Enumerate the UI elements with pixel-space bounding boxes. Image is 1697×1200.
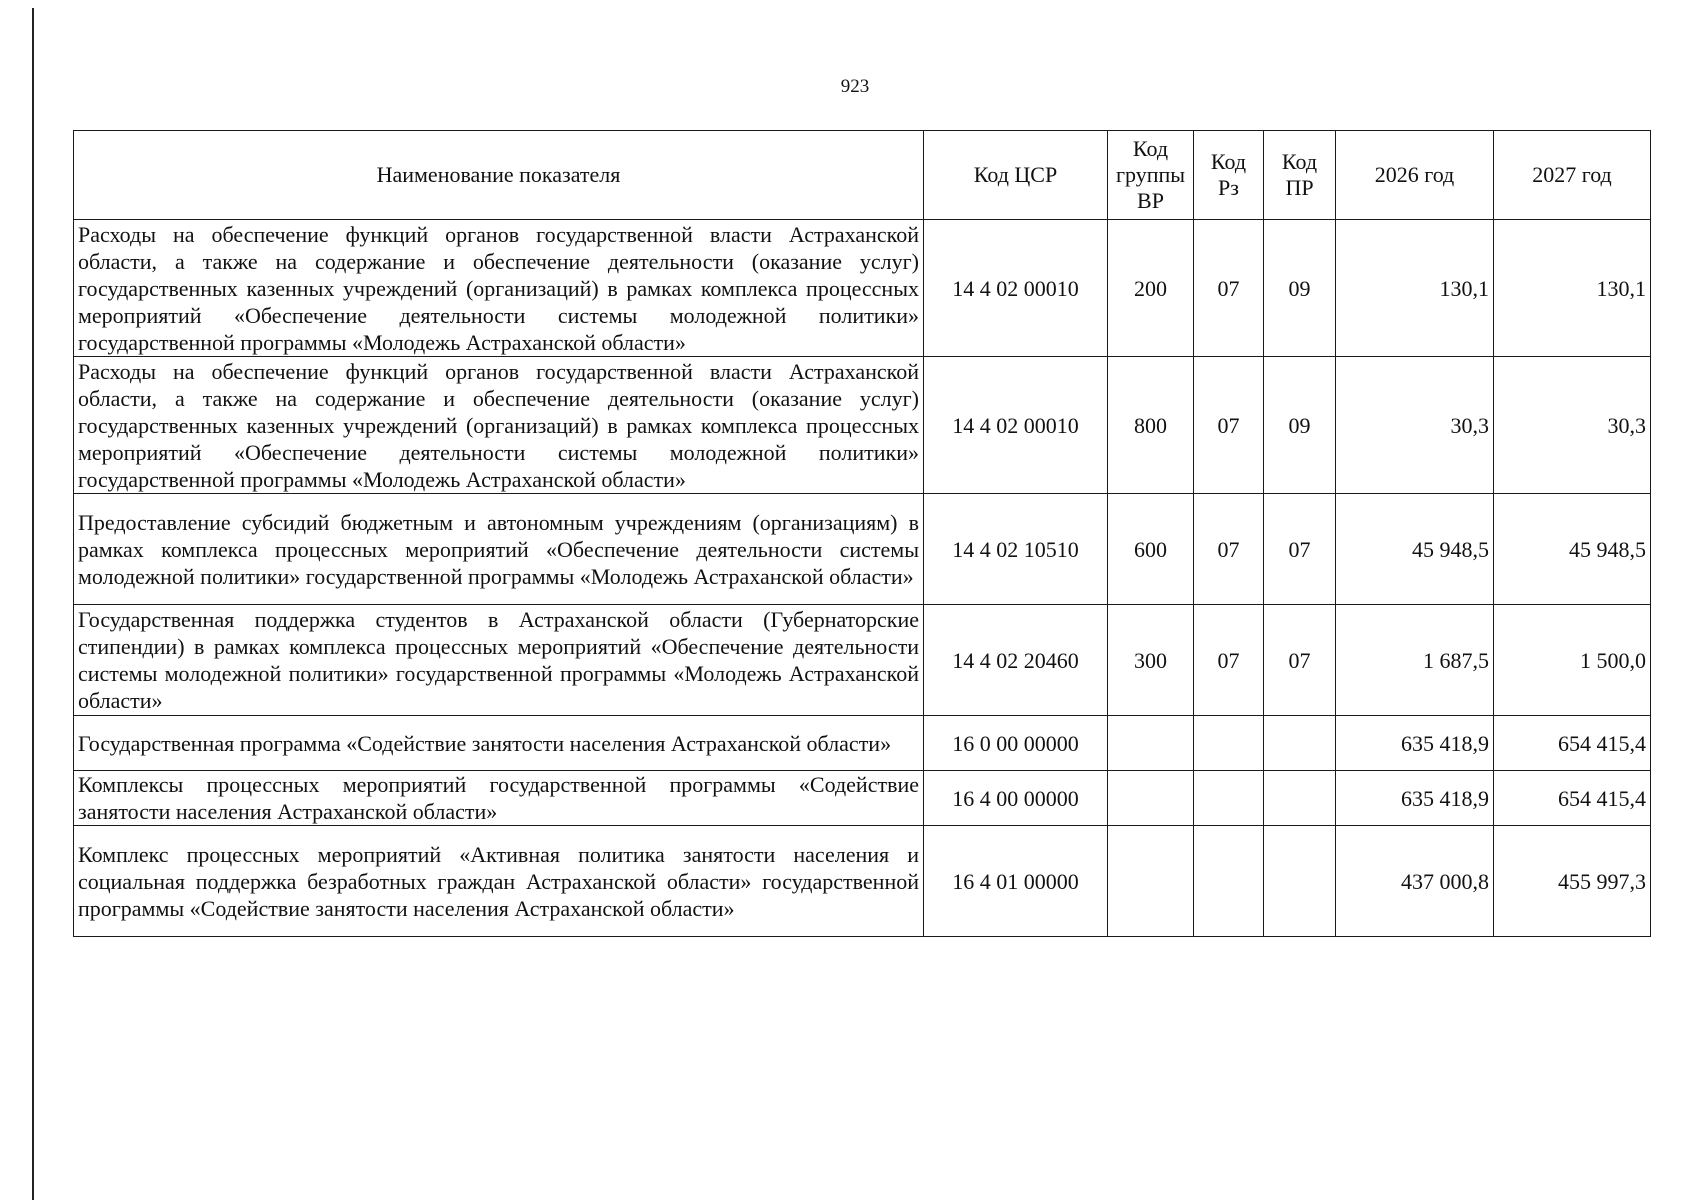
row-pr: 09: [1264, 220, 1336, 357]
row-csr: 16 4 01 00000: [924, 826, 1108, 937]
row-vr: 800: [1108, 357, 1194, 494]
row-csr: 14 4 02 00010: [924, 220, 1108, 357]
row-csr: 14 4 02 10510: [924, 494, 1108, 605]
row-name: Государственная программа «Содействие занятости населения Астраханской области»: [74, 716, 924, 771]
row-2026: 437 000,8: [1336, 826, 1494, 937]
row-2027: 654 415,4: [1494, 771, 1651, 826]
row-name: Комплекс процессных мероприятий «Активная политика занятости населения и социальная поддержка безработных граждан Астраханской области» государственной программы «Содействие занятости населения Астраханской области»: [74, 826, 924, 937]
row-vr: [1108, 716, 1194, 771]
row-pr: 07: [1264, 605, 1336, 716]
row-vr: 300: [1108, 605, 1194, 716]
row-vr: 200: [1108, 220, 1194, 357]
row-name: Государственная поддержка студентов в Астраханской области (Губернаторские стипендии) в рамках комплекса процессных мероприятий «Обеспечение деятельности системы молодежной политики» государственной программы «Молодежь Астраханской области»: [74, 605, 924, 716]
row-name: Расходы на обеспечение функций органов государственной власти Астраханской области, а также на содержание и обеспечение деятельности (оказание услуг) государственных казенных учреждений (организаций) в рамках комплекса процессных мероприятий «Обеспечение деятельности системы молодежной политики» государственной программы «Молодежь Астраханской области»: [74, 357, 924, 494]
row-2026: 30,3: [1336, 357, 1494, 494]
row-2026: 130,1: [1336, 220, 1494, 357]
row-csr: 14 4 02 00010: [924, 357, 1108, 494]
header-2027: 2027 год: [1494, 131, 1651, 220]
row-pr: [1264, 826, 1336, 937]
row-csr: 16 0 00 00000: [924, 716, 1108, 771]
row-csr: 14 4 02 20460: [924, 605, 1108, 716]
row-2026: 635 418,9: [1336, 771, 1494, 826]
row-2026: 1 687,5: [1336, 605, 1494, 716]
row-vr: [1108, 826, 1194, 937]
header-vr: Код группы ВР: [1108, 131, 1194, 220]
row-pr: [1264, 716, 1336, 771]
row-rz: 07: [1194, 220, 1264, 357]
row-name: Комплексы процессных мероприятий государственной программы «Содействие занятости населения Астраханской области»: [74, 771, 924, 826]
row-2027: 654 415,4: [1494, 716, 1651, 771]
row-rz: 07: [1194, 605, 1264, 716]
table-row: [74, 357, 1651, 494]
row-name: Расходы на обеспечение функций органов государственной власти Астраханской области, а также на содержание и обеспечение деятельности (оказание услуг) государственных казенных учреждений (организаций) в рамках комплекса процессных мероприятий «Обеспечение деятельности системы молодежной политики» государственной программы «Молодежь Астраханской области»: [74, 220, 924, 357]
row-rz: [1194, 771, 1264, 826]
row-rz: 07: [1194, 494, 1264, 605]
table-row: [74, 716, 1651, 771]
header-rz: Код Рз: [1194, 131, 1264, 220]
row-csr: 16 4 00 00000: [924, 771, 1108, 826]
row-pr: 09: [1264, 357, 1336, 494]
row-2026: 635 418,9: [1336, 716, 1494, 771]
row-rz: [1194, 826, 1264, 937]
row-2027: 455 997,3: [1494, 826, 1651, 937]
row-2026: 45 948,5: [1336, 494, 1494, 605]
row-2027: 130,1: [1494, 220, 1651, 357]
table-row: [74, 494, 1651, 605]
table-row: [74, 605, 1651, 716]
header-name: Наименование показателя: [74, 131, 924, 220]
table-header-row: [74, 131, 1651, 220]
row-vr: [1108, 771, 1194, 826]
row-pr: 07: [1264, 494, 1336, 605]
row-rz: [1194, 716, 1264, 771]
page-number: 923: [840, 76, 870, 97]
row-2027: 30,3: [1494, 357, 1651, 494]
table-row: [74, 771, 1651, 826]
table-row: [74, 220, 1651, 357]
row-vr: 600: [1108, 494, 1194, 605]
row-pr: [1264, 771, 1336, 826]
row-rz: 07: [1194, 357, 1264, 494]
row-2027: 1 500,0: [1494, 605, 1651, 716]
budget-table: [73, 130, 1651, 937]
binding-margin-line: [32, 8, 34, 1200]
row-name: Предоставление субсидий бюджетным и автономным учреждениям (организациям) в рамках комплекса процессных мероприятий «Обеспечение деятельности системы молодежной политики» государственной программы «Молодежь Астраханской области»: [74, 494, 924, 605]
header-pr: Код ПР: [1264, 131, 1336, 220]
table-row: [74, 826, 1651, 937]
header-2026: 2026 год: [1336, 131, 1494, 220]
row-2027: 45 948,5: [1494, 494, 1651, 605]
header-csr: Код ЦСР: [924, 131, 1108, 220]
